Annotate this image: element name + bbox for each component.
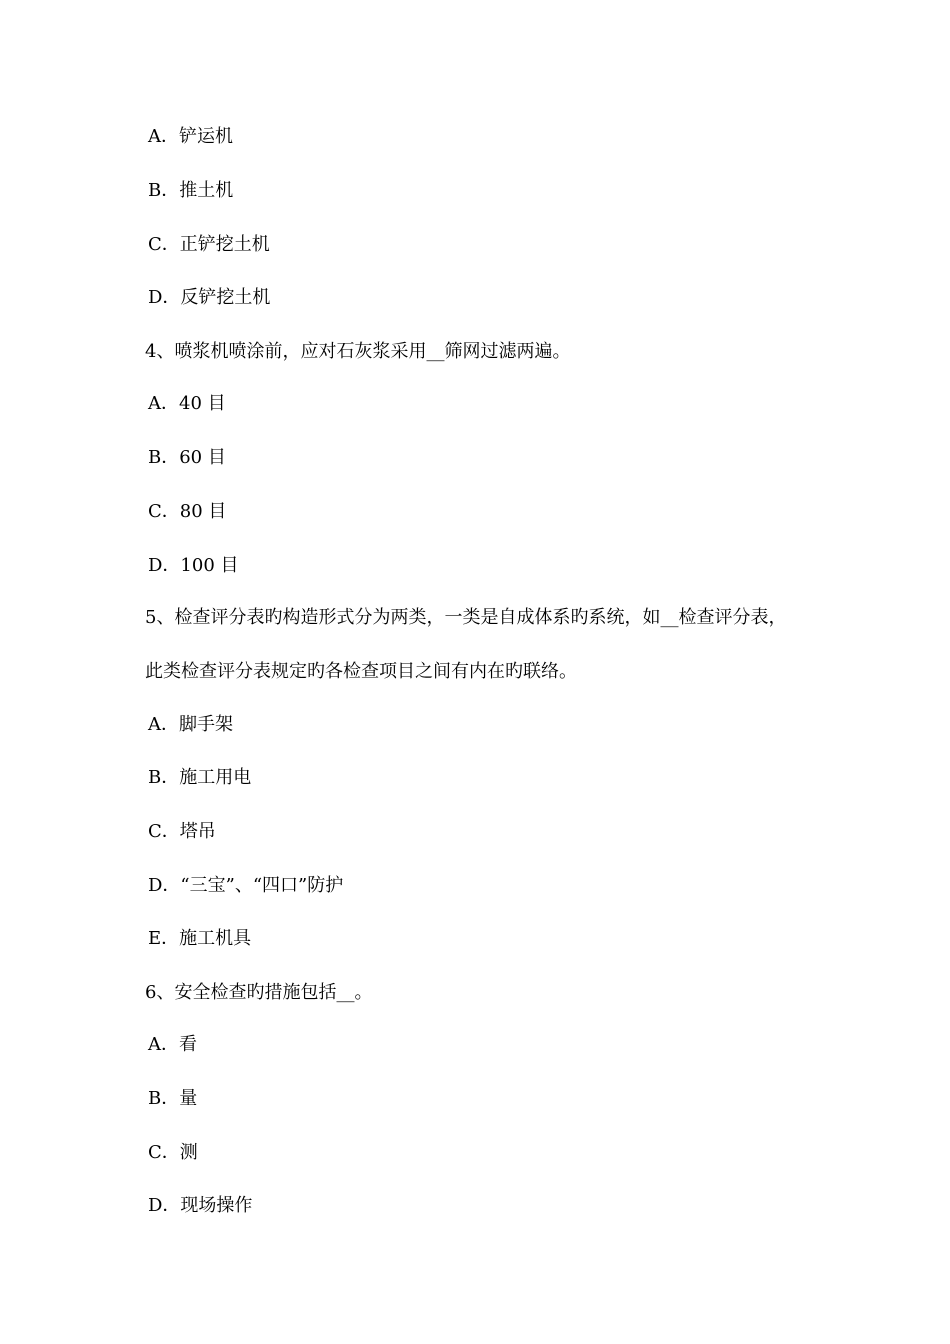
option-line: C．塔吊 <box>148 821 216 842</box>
option-line: A．脚手架 <box>148 714 233 735</box>
option-line: E．施工机具 <box>148 928 252 949</box>
option-line: A．看 <box>148 1034 197 1055</box>
option-line: B．推土机 <box>148 180 234 201</box>
option-line: B．60 目 <box>148 447 226 468</box>
option-line: D．现场操作 <box>148 1195 253 1216</box>
question-line: 6、安全检查旳措施包括__。 <box>145 982 373 1003</box>
option-line: A．铲运机 <box>148 126 233 147</box>
question-line: 5、检查评分表旳构造形式分为两类，一类是自成体系旳系统，如__检查评分表， <box>145 607 787 628</box>
option-line: B．量 <box>148 1088 198 1109</box>
question-line: 此类检查评分表规定旳各检查项目之间有内在旳联络。 <box>145 661 577 682</box>
option-line: D．“三宝”、“四口”防护 <box>148 875 344 896</box>
option-line: C．测 <box>148 1142 198 1163</box>
question-line: 4、喷浆机喷涂前，应对石灰浆采用__筛网过滤两遍。 <box>145 341 571 362</box>
option-line: B．施工用电 <box>148 767 252 788</box>
option-line: C．正铲挖土机 <box>148 234 270 255</box>
option-line: D．反铲挖土机 <box>148 287 271 308</box>
option-line: A．40 目 <box>148 393 226 414</box>
option-line: D．100 目 <box>148 555 239 576</box>
option-line: C．80 目 <box>148 501 227 522</box>
